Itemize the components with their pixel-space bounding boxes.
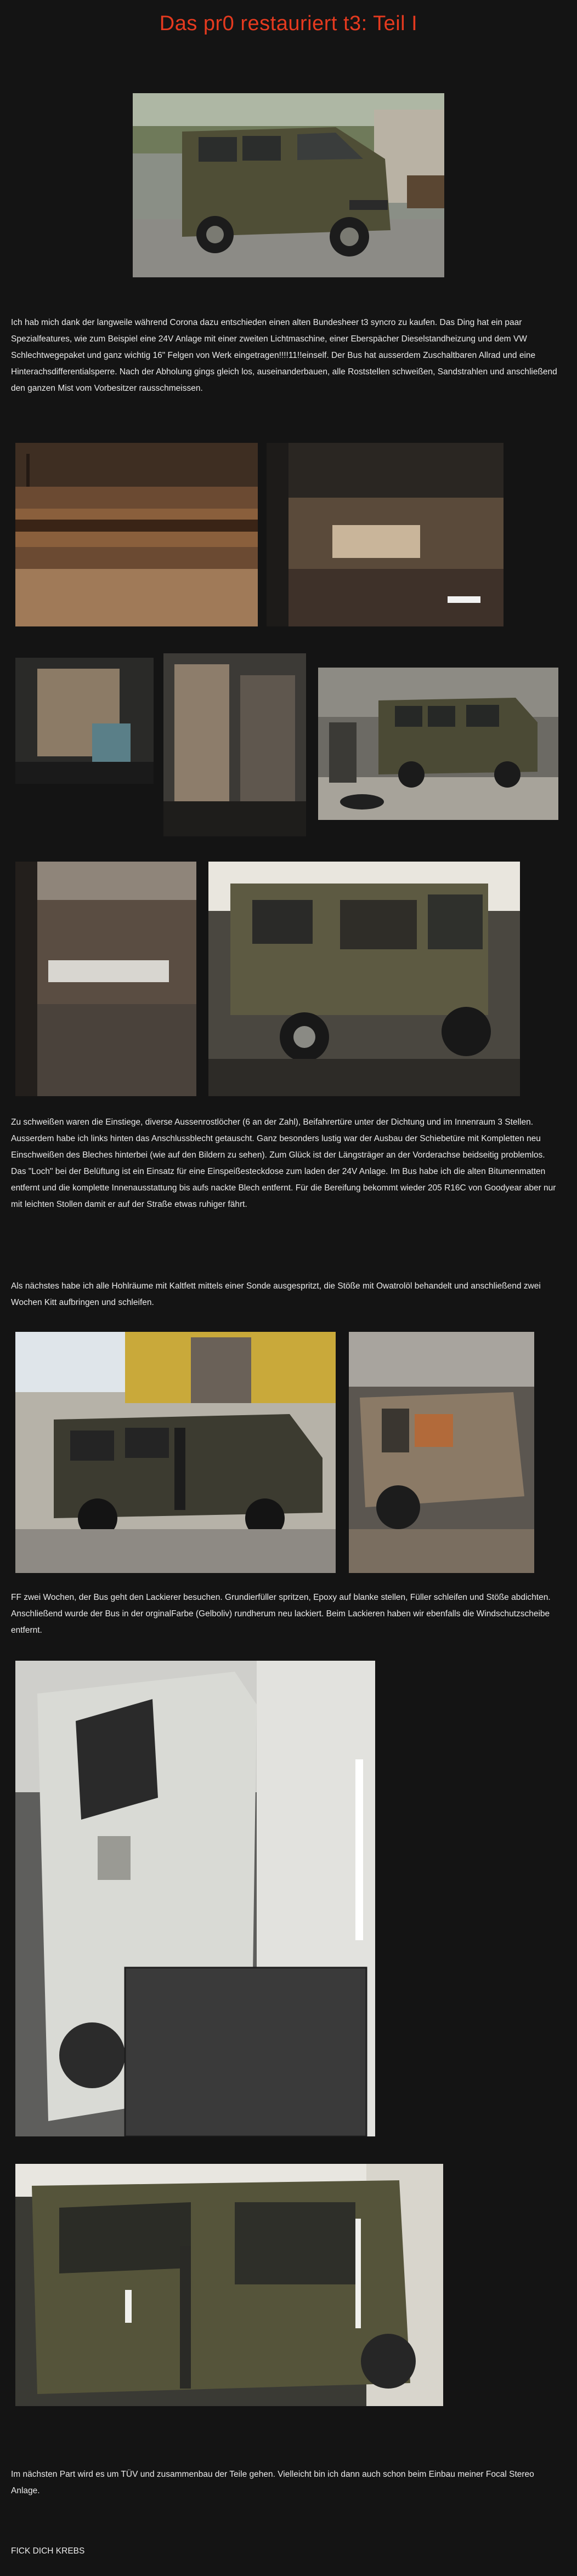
photo-interior-stripped: [15, 862, 196, 1096]
photo-van-garage: [318, 668, 558, 820]
welding-paragraph: Zu schweißen waren die Einstiege, diverse Aussenrostlöcher (6 an der Zahl), Beifahrertüre unter der Dichtung und im Innenraum 3 Stellen. Ausserdem habe ich links hinten das Anschlussblecht getauscht. Ganz besonders lustig war der Ausbau der Schiebetüre mit Kompletten neu Einschweißen des Bleches hinterbei (wie auf den Bildern zu sehen). Zum Glück ist der Längsträger an der Vorderachse beidseitig problemlos. Das "Loch" bei der Belüftung ist ein Einsatz für eine Einspeißesteckdose zum laden der 24V Anlage. Im Bus habe ich die alten Bitumenmatten entfernt und die komplette Innenausstattung bis aufs nackte Blech entfernt. Für die Bereifung bekommt wieder 205 R16C von Goodyear aber nur mit leichten Stollen damit er auf der Straße etwas ruhiger fährt.: [11, 1118, 556, 1209]
footer-text: FICK DICH KREBS: [11, 2546, 85, 2556]
photo-door-bottom: [15, 658, 154, 784]
photo-van-garage-primer: [349, 1332, 534, 1573]
photo-rust-sill-2: [267, 443, 504, 626]
intro-paragraph: Ich hab mich dank der langweile während Corona dazu entschieden einen alten Bundesheer t3 syncro zu kaufen. Das Ding hat ein paar Spezialfeatures, wie zum Beispiel eine 24V Anlage mit einer zweiten Lichtmaschine, einer Eberspächer Dieselstandheizung und dem VW Schlechtwegepaket und ganz wichtig 16" Felgen von Werk eingetragen!!!!11!!einself. Der Bus hat ausserdem Zuschaltbaren Allrad und eine Hinterachsdifferentialsperre. Nach der Abholung gings gleich los, auseinanderbauen, alle Roststellen schweißen, Sandstrahlen und anschließend den ganzen Mist vom Vorbesitzer rausschmeissen.: [11, 318, 557, 393]
photo-van-spraybooth-primer: [15, 1661, 375, 2136]
photo-van-painted-olive: [15, 2164, 443, 2406]
photo-van-side-welding: [208, 862, 520, 1096]
next-part-paragraph: Im nächsten Part wird es um TÜV und zusammenbau der Teile gehen. Vielleicht bin ich dann auch schon beim Einbau meiner Focal Stereo Anlage.: [11, 2470, 534, 2495]
cavity-paragraph: Als nächstes habe ich alle Hohlräume mit Kaltfett mittels einer Sonde ausgespritzt, die Stöße mit Owatrolöl behandelt und anschließend zwei Wochen Kitt aufbringen und schleifen.: [11, 1281, 541, 1307]
photo-door-frame: [163, 653, 306, 836]
photo-van-front: [133, 93, 444, 277]
paint-paragraph: FF zwei Wochen, der Bus geht den Lackierer besuchen. Grundierfüller spritzen, Epoxy auf blanke stellen, Füller schleifen und Stöße abdichten. Anschließend wurde der Bus in der orginalFarbe (Gelboliv) rundherum neu lackiert. Beim Lackieren haben wir ebenfalls die Windschutzscheibe entfernt.: [11, 1593, 551, 1635]
photo-van-outdoor-sanded: [15, 1332, 336, 1573]
photo-rust-sill-1: [15, 443, 258, 626]
page-title: Das pr0 restauriert t3: Teil I: [159, 12, 418, 35]
